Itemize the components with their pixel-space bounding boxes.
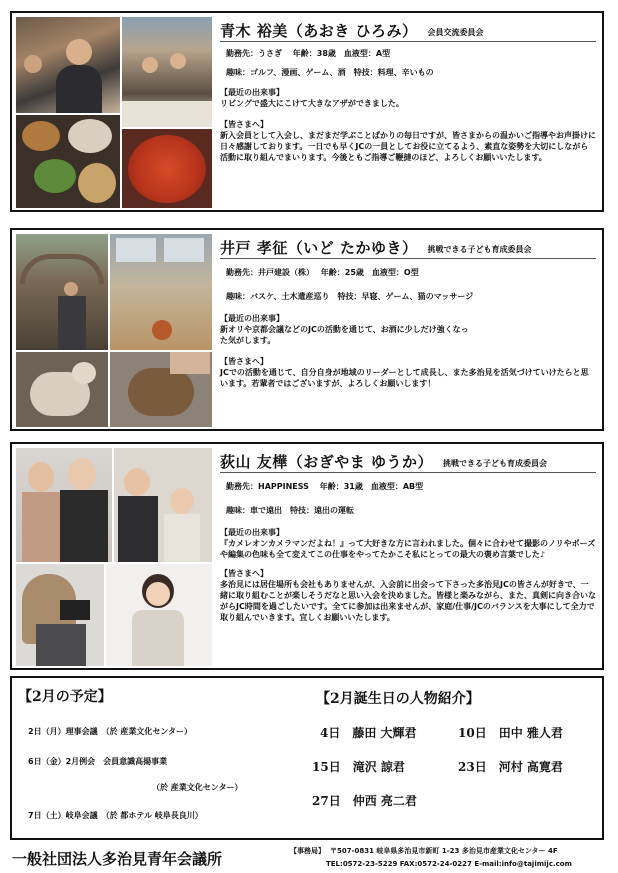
member-card-ido	[10, 228, 604, 431]
schedule-item: （於 産業文化センター）	[152, 783, 243, 792]
office-address: 〒507-0831 岐阜県多治見市新町 1-23 多治見市産業文化センター 4F	[330, 847, 558, 855]
recent-text: 新オリや京都会議などのJCの活動を通じて、お酒に少しだけ強くなった気がします。	[220, 325, 469, 345]
mother-child-photo	[114, 448, 212, 562]
name-row	[220, 236, 596, 259]
photo-collage	[16, 17, 212, 208]
member-profile-line1: 勤務先：HAPPINESS 年齢：31歳 血液型：AB型	[226, 482, 424, 491]
birthday-entry: 10日 田中 雅人君	[458, 726, 563, 740]
birthday-title: 【2月誕生日の人物紹介】	[316, 691, 480, 707]
photo-collage	[16, 448, 212, 666]
birthday-entry: 23日 河村 高寛君	[458, 760, 563, 774]
org-name: 一般社団法人多治見青年会議所	[12, 850, 223, 868]
message-text: 多治見には居住場所も会社もありませんが、入会前に出会って下さった多治見JCの皆さんが好きで、一緒に取り組むことが楽しそうだなと思い入会を決めました。皆様と楽みながら、また、真剣に向き合いながらJC時間を過ごしたいです。全てに参加は出来ませんが、家庭/仕事/JCのバランスを大事にして全力で取り組んでいきます。宜しくお願いいたします。	[220, 580, 596, 622]
schedule-item: 7日（土）岐阜会議 （於 都ホテル 岐阜長良川）	[28, 811, 203, 820]
cat-photo-2	[110, 352, 212, 427]
member-profile-line2: 趣味：バスケ、土木遺産巡り 特技：早寝、ゲーム、猫のマッサージ	[226, 292, 474, 301]
recent-heading: 【最近の出来事】	[220, 528, 284, 537]
member-info	[220, 19, 596, 163]
group-photo	[16, 17, 120, 113]
camera-photo	[16, 564, 104, 666]
member-profile-line2: 趣味：車で遠出 特技：遠出の運転	[226, 506, 354, 515]
gym-photo	[110, 234, 212, 350]
member-committee: 会員交流委員会	[427, 28, 484, 37]
member-name: 井戸 孝征（いど たかゆき）	[220, 239, 418, 257]
name-row	[220, 19, 596, 42]
food-photo	[16, 115, 120, 208]
message-heading: 【皆さまへ】	[220, 357, 268, 366]
recent-heading: 【最近の出来事】	[220, 88, 284, 97]
member-card-ogiyama	[10, 442, 604, 670]
recent-text: リビングで盛大にこけて大きなアザができました。	[220, 99, 404, 108]
cat-photo-1	[16, 352, 108, 427]
name-row	[220, 450, 596, 473]
recent-heading: 【最近の出来事】	[220, 314, 284, 323]
schedule-title: 【2月の予定】	[18, 689, 112, 705]
birthday-entry: 27日 仲西 亮二君	[312, 794, 417, 808]
office-label: 【事務局】	[290, 847, 325, 855]
member-name: 青木 裕美（あおき ひろみ）	[220, 22, 418, 40]
birthday-entry: 15日 滝沢 諒君	[312, 760, 405, 774]
message-heading: 【皆さまへ】	[220, 569, 268, 578]
family-photo	[16, 448, 112, 562]
member-profile-line2: 趣味：ゴルフ、漫画、ゲーム、酒 特技：料理、辛いもの	[226, 68, 434, 77]
events-box	[10, 676, 604, 840]
member-profile-line1: 勤務先：井戸建設（株） 年齢：25歳 血液型：O型	[226, 268, 419, 277]
hotpot-photo	[122, 129, 212, 208]
message-text: 新入会員として入会し、まだまだ学ぶことばかりの毎日ですが、皆さまからの温かいご指導やお声掛けに日々感謝しております。一日でも早くJCの一員としてお役に立てるよう、素直な姿勢を大切にしながら活動に取り組んでまいります。今後ともご指導ご鞭撻のほど、よろしくお願いいたします。	[220, 131, 596, 162]
member-profile-line1: 勤務先：うさぎ 年齢：38歳 血液型：A型	[226, 49, 391, 58]
bridge-photo	[16, 234, 108, 350]
party-photo	[122, 17, 212, 127]
office-contact: TEL:0572-23-5229 FAX:0572-24-0227 E-mail:info@tajimijc.com	[326, 860, 572, 868]
message-heading: 【皆さまへ】	[220, 120, 268, 129]
child-photo	[106, 564, 212, 666]
member-committee: 挑戦できる子ども育成委員会	[427, 245, 532, 254]
birthday-entry: 4日 藤田 大輝君	[320, 726, 417, 740]
member-card-aoki	[10, 11, 604, 212]
photo-collage	[16, 234, 212, 427]
member-name: 荻山 友樺（おぎやま ゆうか）	[220, 453, 433, 471]
member-info	[220, 236, 596, 389]
schedule-item: 6日（金）2月例会 会員意識高揚事業	[28, 757, 168, 766]
member-committee: 挑戦できる子ども育成委員会	[442, 459, 547, 468]
message-text: JCでの活動を通じて、自分自身が地域のリーダーとして成長し、また多治見を活気づけていけたらと思います。若輩者ではございますが、よろしくお願いします！	[220, 368, 589, 388]
schedule-item: 2日（月）理事会議 （於 産業文化センター）	[28, 727, 193, 736]
member-info	[220, 450, 596, 623]
recent-text: 『カメレオンカメラマンだよね！』って大好きな方に言われました。個々に合わせて撮影のノリやポーズや編集の色味も全て変えてこの仕事をやってたかこそ私にとっての最大の褒め言葉でした♪	[220, 539, 596, 559]
